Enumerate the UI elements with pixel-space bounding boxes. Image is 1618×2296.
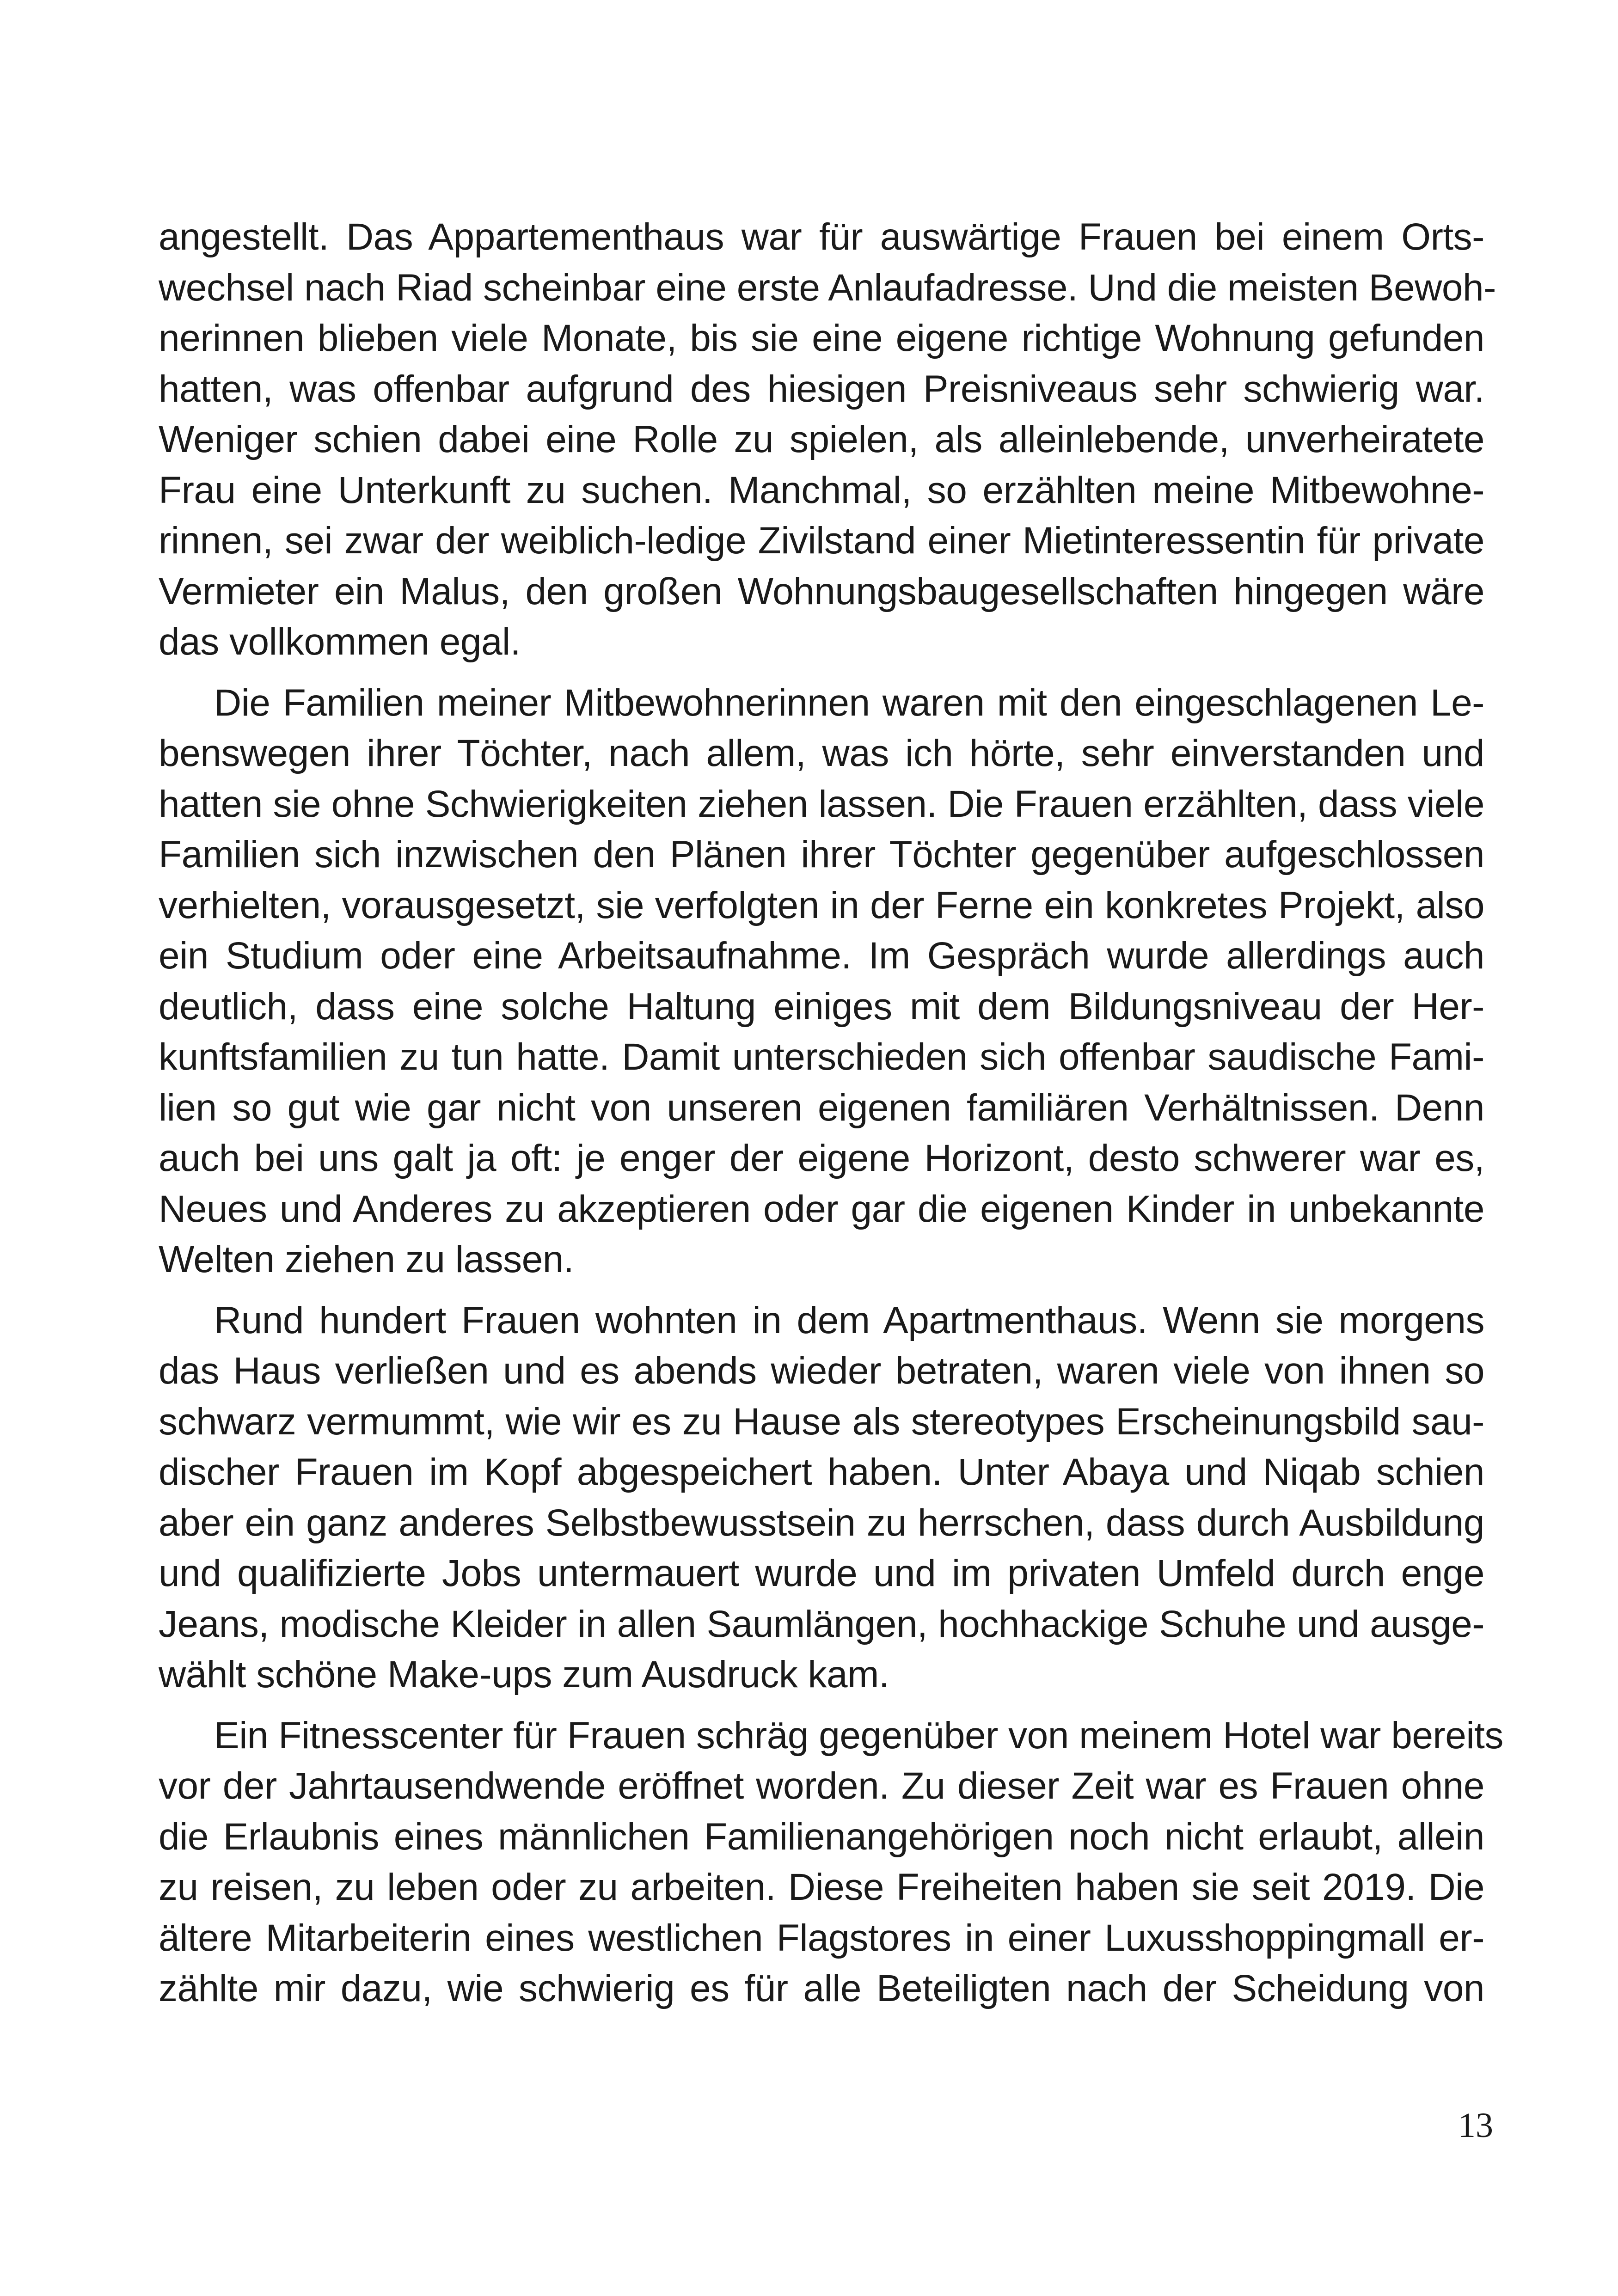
text-line: wählt schöne Make-ups zum Ausdruck kam. [159, 1653, 889, 1696]
text-line: ältere Mitarbeiterin eines westlichen Flagstores in einer Luxusshoppingmall er- [159, 1916, 1484, 1959]
text-line: Familien sich inzwischen den Plänen ihrer Töchter gegenüber aufgeschlossen [159, 833, 1484, 876]
text-line: verhielten, vorausgesetzt, sie verfolgten in der Ferne ein konkretes Projekt, also [159, 884, 1484, 926]
text-line: Ein Fitnesscenter für Frauen schräg gegenüber von meinem Hotel war bereits [214, 1714, 1503, 1757]
text-line: Rund hundert Frauen wohnten in dem Apartmenthaus. Wenn sie morgens [214, 1299, 1484, 1341]
text-line: discher Frauen im Kopf abgespeichert haben. Unter Abaya und Niqab schien [159, 1451, 1484, 1493]
paragraph [159, 1295, 1484, 1700]
text-line: Welten ziehen zu lassen. [159, 1238, 574, 1280]
text-line: Frau eine Unterkunft zu suchen. Manchmal, so erzählten meine Mitbewohne- [159, 469, 1484, 511]
text-line: Neues und Anderes zu akzeptieren oder gar die eigenen Kinder in unbekannte [159, 1188, 1484, 1230]
text-line: Die Familien meiner Mitbewohnerinnen waren mit den eingeschlagenen Le- [214, 681, 1484, 724]
text-line: die Erlaubnis eines männlichen Familienangehörigen noch nicht erlaubt, allein [159, 1815, 1484, 1858]
paragraph [159, 212, 1496, 667]
text-line: zählte mir dazu, wie schwierig es für alle Beteiligten nach der Scheidung von [159, 1967, 1484, 2009]
text-line: nerinnen blieben viele Monate, bis sie eine eigene richtige Wohnung gefunden [159, 317, 1484, 359]
text-line: zu reisen, zu leben oder zu arbeiten. Diese Freiheiten haben sie seit 2019. Die [159, 1866, 1484, 1908]
paragraph [159, 1710, 1503, 2014]
text-line: aber ein ganz anderes Selbstbewusstsein zu herrschen, dass durch Ausbildung [159, 1501, 1484, 1544]
text-line: Weniger schien dabei eine Rolle zu spielen, als alleinlebende, unverheiratete [159, 418, 1484, 460]
text-line: angestellt. Das Appartementhaus war für auswärtige Frauen bei einem Orts- [159, 216, 1484, 258]
text-line: Vermieter ein Malus, den großen Wohnungsbaugesellschaften hingegen wäre [159, 570, 1484, 612]
text-line: auch bei uns galt ja oft: je enger der eigene Horizont, desto schwerer war es, [159, 1137, 1484, 1179]
text-line: Jeans, modische Kleider in allen Saumlängen, hochhackige Schuhe und ausge- [159, 1603, 1484, 1645]
text-line: vor der Jahrtausendwende eröffnet worden. Zu dieser Zeit war es Frauen ohne [159, 1765, 1484, 1807]
page-number: 13 [1458, 2106, 1493, 2145]
text-line: das Haus verließen und es abends wieder betraten, waren viele von ihnen so [159, 1350, 1484, 1392]
text-line: schwarz vermummt, wie wir es zu Hause als stereotypes Erscheinungsbild sau- [159, 1400, 1484, 1443]
text-line: das vollkommen egal. [159, 621, 521, 663]
text-line: ein Studium oder eine Arbeitsaufnahme. Im Gespräch wurde allerdings auch [159, 935, 1484, 977]
text-line: hatten, was offenbar aufgrund des hiesigen Preisniveaus sehr schwierig war. [159, 367, 1484, 410]
text-line: kunftsfamilien zu tun hatte. Damit unterschieden sich offenbar saudische Fami- [159, 1036, 1484, 1078]
text-line: deutlich, dass eine solche Haltung einiges mit dem Bildungsniveau der Her- [159, 985, 1484, 1028]
text-line: wechsel nach Riad scheinbar eine erste Anlaufadresse. Und die meisten Bewoh- [159, 266, 1496, 309]
text-line: und qualifizierte Jobs untermauert wurde und im privaten Umfeld durch enge [159, 1552, 1484, 1594]
text-line: hatten sie ohne Schwierigkeiten ziehen lassen. Die Frauen erzählten, dass viele [159, 783, 1484, 825]
body-text [159, 212, 1503, 2014]
paragraph [159, 678, 1484, 1285]
text-line: benswegen ihrer Töchter, nach allem, was ich hörte, sehr einverstanden und [159, 732, 1484, 774]
text-line: rinnen, sei zwar der weiblich-ledige Zivilstand einer Mietinteressentin für private [159, 520, 1484, 562]
text-line: lien so gut wie gar nicht von unseren eigenen familiären Verhältnissen. Denn [159, 1086, 1484, 1129]
